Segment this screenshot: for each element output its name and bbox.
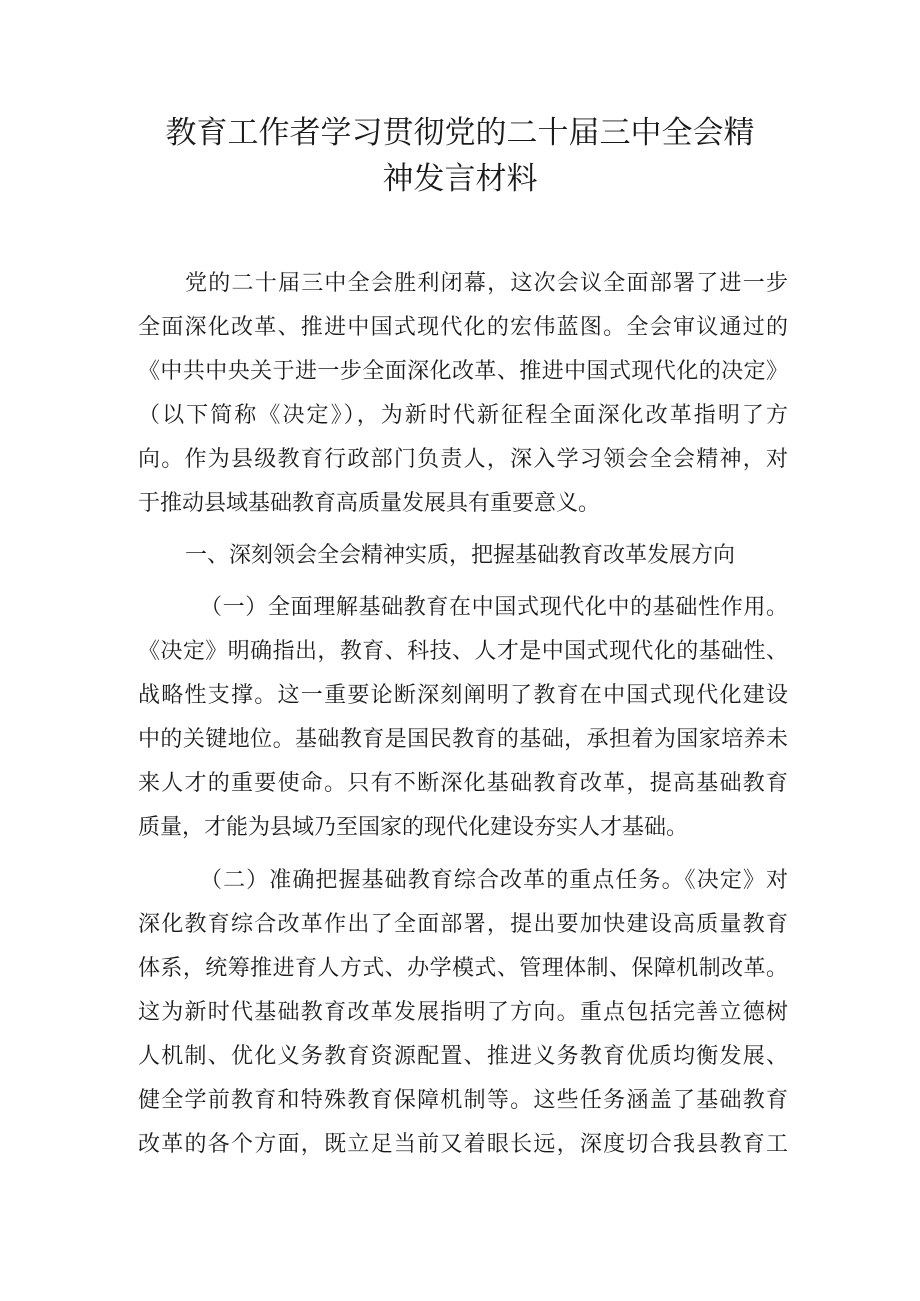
paragraph-1-line: 党的二十届三中全会胜利闭幕，这次会议全面部署了进一步 <box>185 271 788 296</box>
paragraph-3-line: 这为新时代基础教育改革发展指明了方向。重点包括完善立德树 <box>138 1000 788 1025</box>
document-title-line-1: 教育工作者学习贯彻党的二十届三中全会精 <box>165 115 755 151</box>
paragraph-1-line: 《中共中央关于进一步全面深化改革、推进中国式现代化的决定》 <box>138 359 788 384</box>
document-title-line-2: 神发言材料 <box>382 161 538 197</box>
paragraph-1-line: 于推动县域基础教育高质量发展具有重要意义。 <box>138 491 601 516</box>
paragraph-3-line: 深化教育综合改革作出了全面部署，提出要加快建设高质量教育 <box>138 912 788 937</box>
paragraph-2-line: 中的关键地位。基础教育是国民教育的基础，承担着为国家培养未 <box>138 727 788 752</box>
section-heading-1: 一、深刻领会全会精神实质，把握基础教育改革发展方向 <box>185 543 736 568</box>
paragraph-2-line: 来人才的重要使命。只有不断深化基础教育改革，提高基础教育 <box>138 771 788 796</box>
paragraph-1-line: （以下简称《决定》），为新时代新征程全面深化改革指明了方 <box>138 403 788 428</box>
paragraph-1-line: 向。作为县级教育行政部门负责人，深入学习领会全会精神，对 <box>138 447 788 472</box>
paragraph-2-line: 《决定》明确指出，教育、科技、人才是中国式现代化的基础性、 <box>138 639 788 664</box>
paragraph-2-line: 战略性支撑。这一重要论断深刻阐明了教育在中国式现代化建设 <box>138 683 788 708</box>
paragraph-3-line: 健全学前教育和特殊教育保障机制等。这些任务涵盖了基础教育 <box>138 1088 788 1113</box>
paragraph-3-line: （二）准确把握基础教育综合改革的重点任务。《决定》对 <box>200 868 788 893</box>
paragraph-2-line: 质量，才能为县域乃至国家的现代化建设夯实人才基础。 <box>138 815 689 840</box>
paragraph-1-line: 全面深化改革、推进中国式现代化的宏伟蓝图。全会审议通过的 <box>138 315 788 340</box>
paragraph-2-line: （一）全面理解基础教育在中国式现代化中的基础性作用。 <box>200 595 788 620</box>
paragraph-3-line: 体系，统筹推进育人方式、办学模式、管理体制、保障机制改革。 <box>138 956 788 981</box>
paragraph-3-line: 人机制、优化义务教育资源配置、推进义务教育优质均衡发展、 <box>138 1044 788 1069</box>
paragraph-3-line: 改革的各个方面，既立足当前又着眼长远，深度切合我县教育工 <box>138 1132 788 1157</box>
